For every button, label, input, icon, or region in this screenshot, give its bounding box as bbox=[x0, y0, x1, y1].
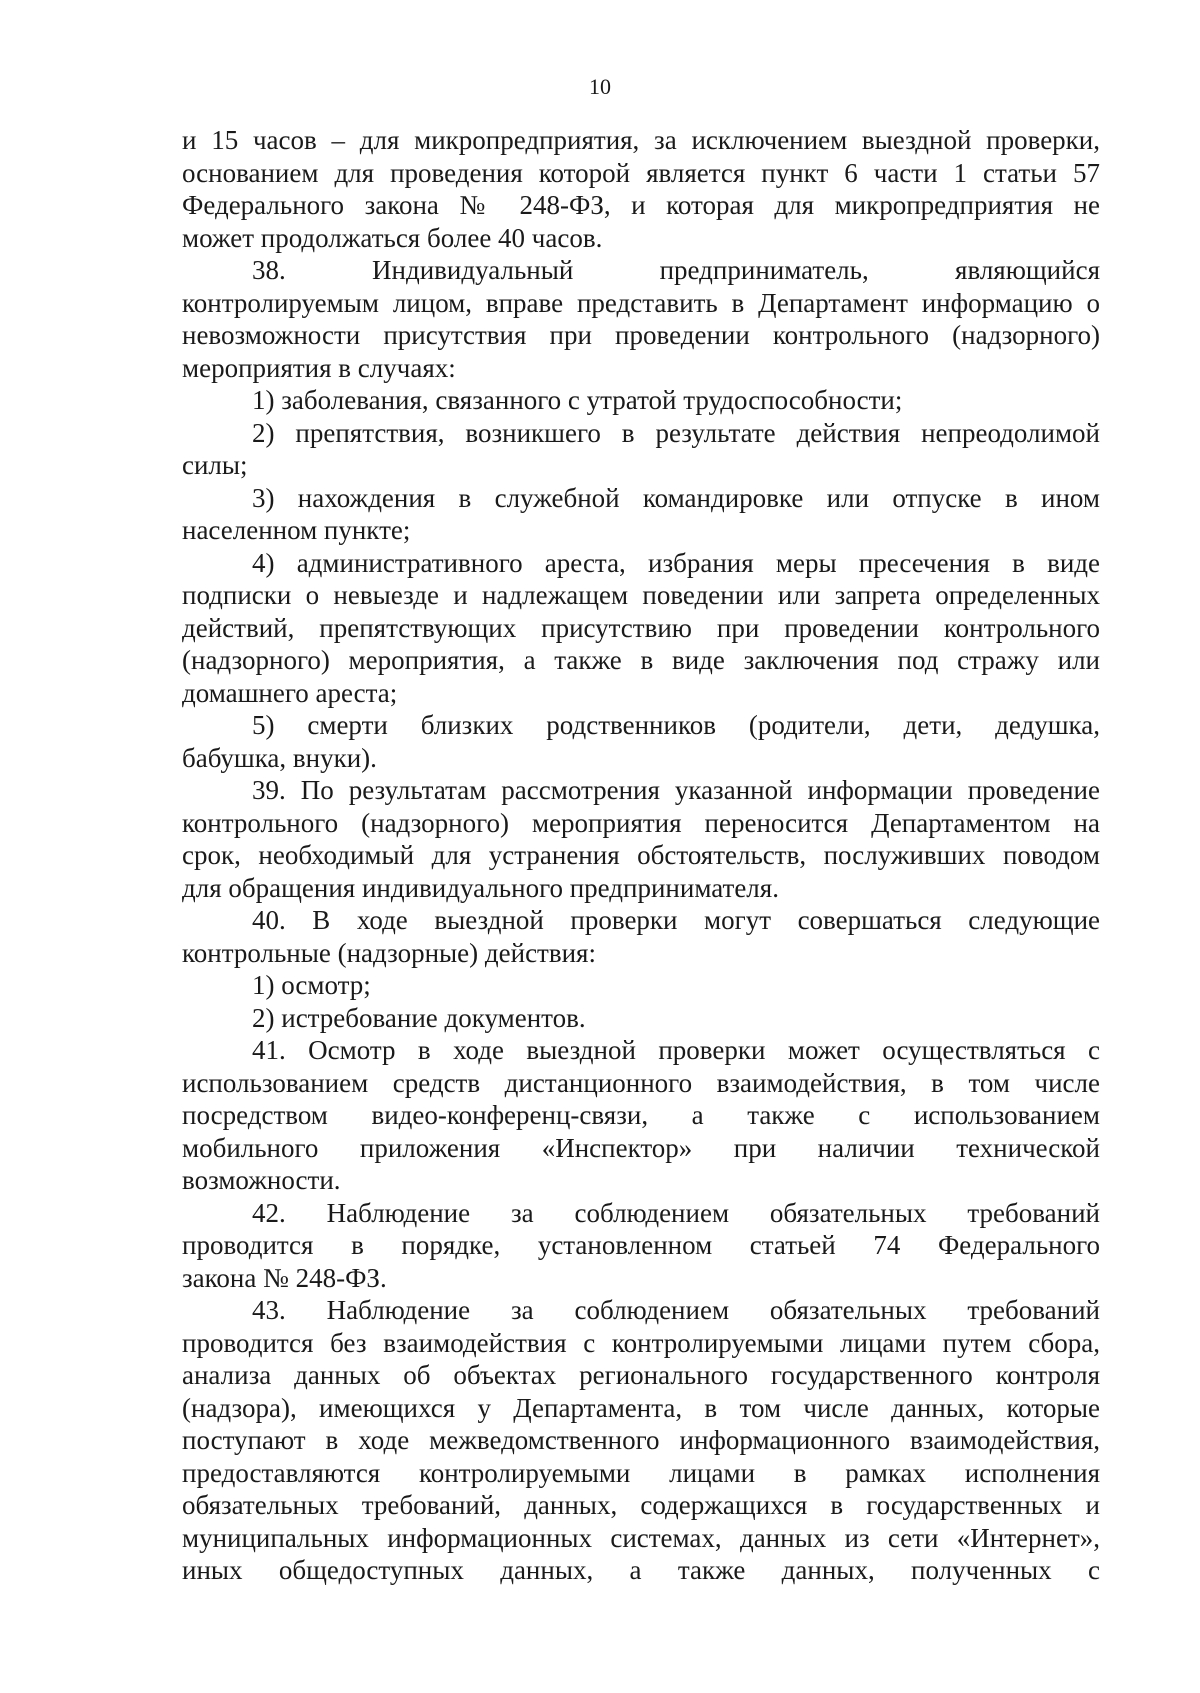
text-line: подписки о невыезде и надлежащем поведении или запрета определенных bbox=[182, 580, 1100, 610]
text-line: проводится без взаимодействия с контролируемыми лицами путем сбора, bbox=[182, 1327, 1100, 1358]
text-line: (надзорного) мероприятия, а также в виде заключения под стражу или bbox=[182, 645, 1100, 675]
text-line: населенном пункте; bbox=[182, 515, 411, 545]
text-line: 2) препятствия, возникшего в результате действия непреодолимой bbox=[252, 417, 1100, 448]
text-line: предоставляются контролируемыми лицами в рамках исполнения bbox=[182, 1457, 1100, 1488]
text-line: невозможности присутствия при проведении контрольного (надзорного) bbox=[182, 320, 1100, 350]
text-line: 2) истребование документов. bbox=[252, 1002, 586, 1033]
text-line: 43. Наблюдение за соблюдением обязательных требований bbox=[252, 1295, 1100, 1325]
text-line: 39. По результатам рассмотрения указанной информации проведение bbox=[252, 775, 1100, 805]
text-line: мероприятия в случаях: bbox=[182, 352, 456, 383]
text-line: 1) осмотр; bbox=[252, 970, 371, 1000]
text-line: силы; bbox=[182, 450, 248, 480]
text-line: 5) смерти близких родственников (родители, дети, дедушка, bbox=[252, 710, 1100, 740]
document-body bbox=[182, 124, 1100, 1587]
text-line: 3) нахождения в служебной командировке или отпуске в ином bbox=[252, 482, 1100, 513]
text-line: обязательных требований, данных, содержащихся в государственных и bbox=[182, 1490, 1100, 1520]
text-line: основанием для проведения которой является пункт 6 части 1 статьи 57 bbox=[182, 157, 1100, 188]
text-line: возможности. bbox=[182, 1165, 341, 1195]
text-line: действий, препятствующих присутствию при проведении контрольного bbox=[182, 612, 1100, 643]
text-line: проводится в порядке, установленном статьей 74 Федерального bbox=[182, 1230, 1100, 1260]
text-line: домашнего ареста; bbox=[182, 677, 398, 708]
text-line: срок, необходимый для устранения обстоятельств, послуживших поводом bbox=[182, 840, 1100, 870]
text-line: контролируемым лицом, вправе представить в Департамент информацию о bbox=[182, 287, 1100, 318]
text-line: закона № 248-ФЗ. bbox=[182, 1262, 387, 1293]
page-number: 10 bbox=[589, 74, 611, 99]
text-line: поступают в ходе межведомственного информационного взаимодействия, bbox=[182, 1425, 1100, 1455]
text-line: 1) заболевания, связанного с утратой трудоспособности; bbox=[252, 385, 903, 415]
text-line: может продолжаться более 40 часов. bbox=[182, 222, 603, 253]
text-line: использованием средств дистанционного взаимодействия, в том числе bbox=[182, 1067, 1100, 1098]
text-line: 40. В ходе выездной проверки могут совершаться следующие bbox=[252, 905, 1100, 935]
text-line: контрольные (надзорные) действия: bbox=[182, 937, 596, 968]
text-line: контрольного (надзорного) мероприятия переносится Департаментом на bbox=[182, 807, 1100, 838]
text-line: для обращения индивидуального предпринимателя. bbox=[182, 872, 779, 903]
text-line: 42. Наблюдение за соблюдением обязательных требований bbox=[252, 1197, 1100, 1228]
text-line: 4) административного ареста, избрания меры пресечения в виде bbox=[252, 547, 1100, 578]
text-line: муниципальных информационных системах, данных из сети «Интернет», bbox=[182, 1522, 1100, 1553]
text-line: иных общедоступных данных, а также данных, полученных с bbox=[182, 1555, 1100, 1585]
text-line: 41. Осмотр в ходе выездной проверки может осуществляться с bbox=[252, 1035, 1100, 1065]
text-line: и 15 часов – для микропредприятия, за исключением выездной проверки, bbox=[182, 125, 1100, 155]
text-line: 38. Индивидуальный предприниматель, являющийся bbox=[252, 255, 1100, 285]
text-line: (надзора), имеющихся у Департамента, в том числе данных, которые bbox=[182, 1392, 1100, 1423]
text-line: посредством видео-конференц-связи, а также с использованием bbox=[182, 1100, 1100, 1130]
text-line: мобильного приложения «Инспектор» при наличии технической bbox=[182, 1132, 1100, 1163]
text-line: анализа данных об объектах регионального государственного контроля bbox=[182, 1360, 1100, 1390]
text-line: бабушка, внуки). bbox=[182, 742, 377, 773]
text-line: Федерального закона № 248-ФЗ, и которая для микропредприятия не bbox=[182, 190, 1100, 220]
